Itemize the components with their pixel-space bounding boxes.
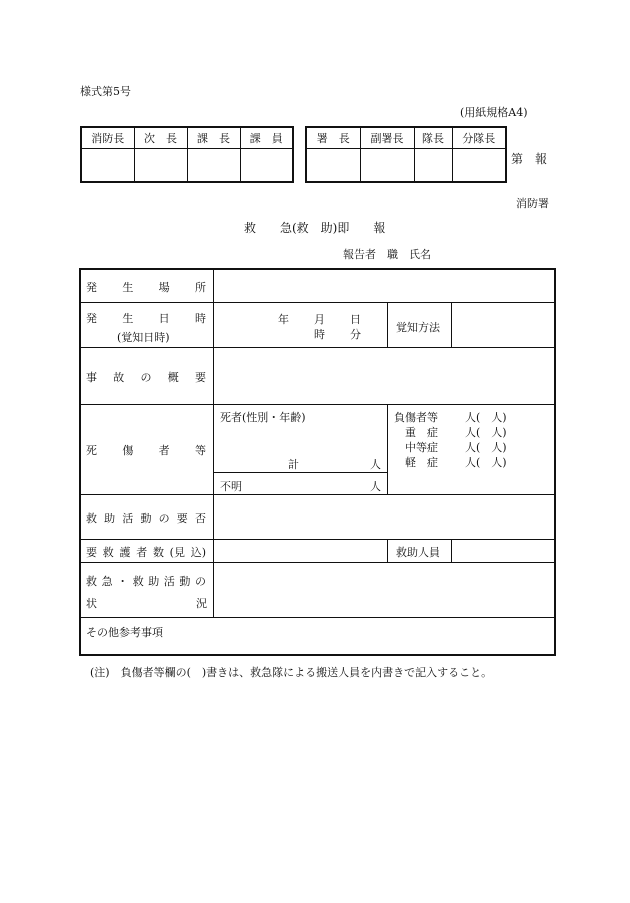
label-activity-2a: 状 xyxy=(86,597,97,610)
label-activity-1: 救 急 ・ 救 助 活 動 の xyxy=(86,575,206,588)
approval-head: 副署長 xyxy=(360,127,414,149)
label-datetime-sub: (覚知日時) xyxy=(117,331,170,344)
stamp-cell[interactable] xyxy=(81,149,134,183)
label-datetime: 発 生 日 時 xyxy=(86,312,206,325)
report-no-dai: 第 xyxy=(511,152,524,166)
date-month: 月 xyxy=(314,313,325,326)
label-dead: 死者(性別・年齢) xyxy=(220,411,306,424)
approval-head: 消防長 xyxy=(81,127,134,149)
unit-injured: 人( 人) xyxy=(465,411,507,424)
stamp-cell[interactable] xyxy=(414,149,452,183)
unit-person: 人 xyxy=(370,458,381,471)
stamp-cell[interactable] xyxy=(306,149,360,183)
stamp-cell[interactable] xyxy=(360,149,414,183)
label-rescue-count: 要 救 護 者 数 (見 込) xyxy=(86,546,206,559)
approval-head: 分隊長 xyxy=(452,127,506,149)
date-year: 年 xyxy=(278,313,289,326)
form-number: 様式第5号 xyxy=(80,85,131,98)
approval-head: 課 長 xyxy=(187,127,240,149)
activity-field[interactable] xyxy=(214,563,552,617)
report-no-hou: 報 xyxy=(535,152,548,166)
date-day: 日 xyxy=(350,313,361,326)
summary-field[interactable] xyxy=(214,348,552,404)
footnote: (注) 負傷者等欄の( )書きは、救急隊による搬送人員を内書きで記入すること。 xyxy=(90,666,493,679)
label-total: 計 xyxy=(288,458,299,471)
unit-minor: 人( 人) xyxy=(465,456,507,469)
label-location: 発 生 場 所 xyxy=(86,281,206,294)
location-field[interactable] xyxy=(214,270,552,302)
label-minor: 軽 症 xyxy=(405,456,438,469)
unit-severe: 人( 人) xyxy=(465,426,507,439)
approval-head: 次 長 xyxy=(134,127,187,149)
rescued-field[interactable] xyxy=(452,540,552,562)
paper-size-note: (用紙規格A4) xyxy=(460,106,528,119)
unit-person: 人 xyxy=(370,480,381,493)
label-moderate: 中等症 xyxy=(405,441,438,454)
approval-head: 隊長 xyxy=(414,127,452,149)
stamp-cell[interactable] xyxy=(187,149,240,183)
stamp-cell[interactable] xyxy=(240,149,293,183)
label-casualties: 死 傷 者 等 xyxy=(86,444,206,457)
label-injured: 負傷者等 xyxy=(394,411,438,424)
reporter-line: 報告者 職 氏名 xyxy=(343,248,431,261)
rescue-need-field[interactable] xyxy=(214,495,552,539)
label-rescue-need: 救 助 活 動 の 要 否 xyxy=(86,512,206,525)
label-activity-2b: 況 xyxy=(196,597,207,610)
approval-table-left xyxy=(80,126,294,183)
label-detect-method: 覚知方法 xyxy=(396,321,440,334)
label-severe: 重 症 xyxy=(405,426,438,439)
label-unknown: 不明 xyxy=(220,480,242,493)
approval-table-right xyxy=(305,126,507,183)
time-hour: 時 xyxy=(314,328,325,341)
other-field[interactable] xyxy=(81,640,552,652)
unit-moderate: 人( 人) xyxy=(465,441,507,454)
detect-method-field[interactable] xyxy=(452,303,552,347)
station-label: 消防署 xyxy=(516,197,549,210)
approval-head: 課 員 xyxy=(240,127,293,149)
time-minute: 分 xyxy=(350,328,361,341)
stamp-cell[interactable] xyxy=(452,149,506,183)
form-title: 救 急(救 助)即 報 xyxy=(244,221,386,235)
approval-head: 署 長 xyxy=(306,127,360,149)
label-summary: 事 故 の 概 要 xyxy=(86,371,206,384)
label-rescued: 救助人員 xyxy=(396,546,440,559)
rescue-count-field[interactable] xyxy=(214,540,387,562)
label-other: その他参考事項 xyxy=(86,626,163,639)
stamp-cell[interactable] xyxy=(134,149,187,183)
